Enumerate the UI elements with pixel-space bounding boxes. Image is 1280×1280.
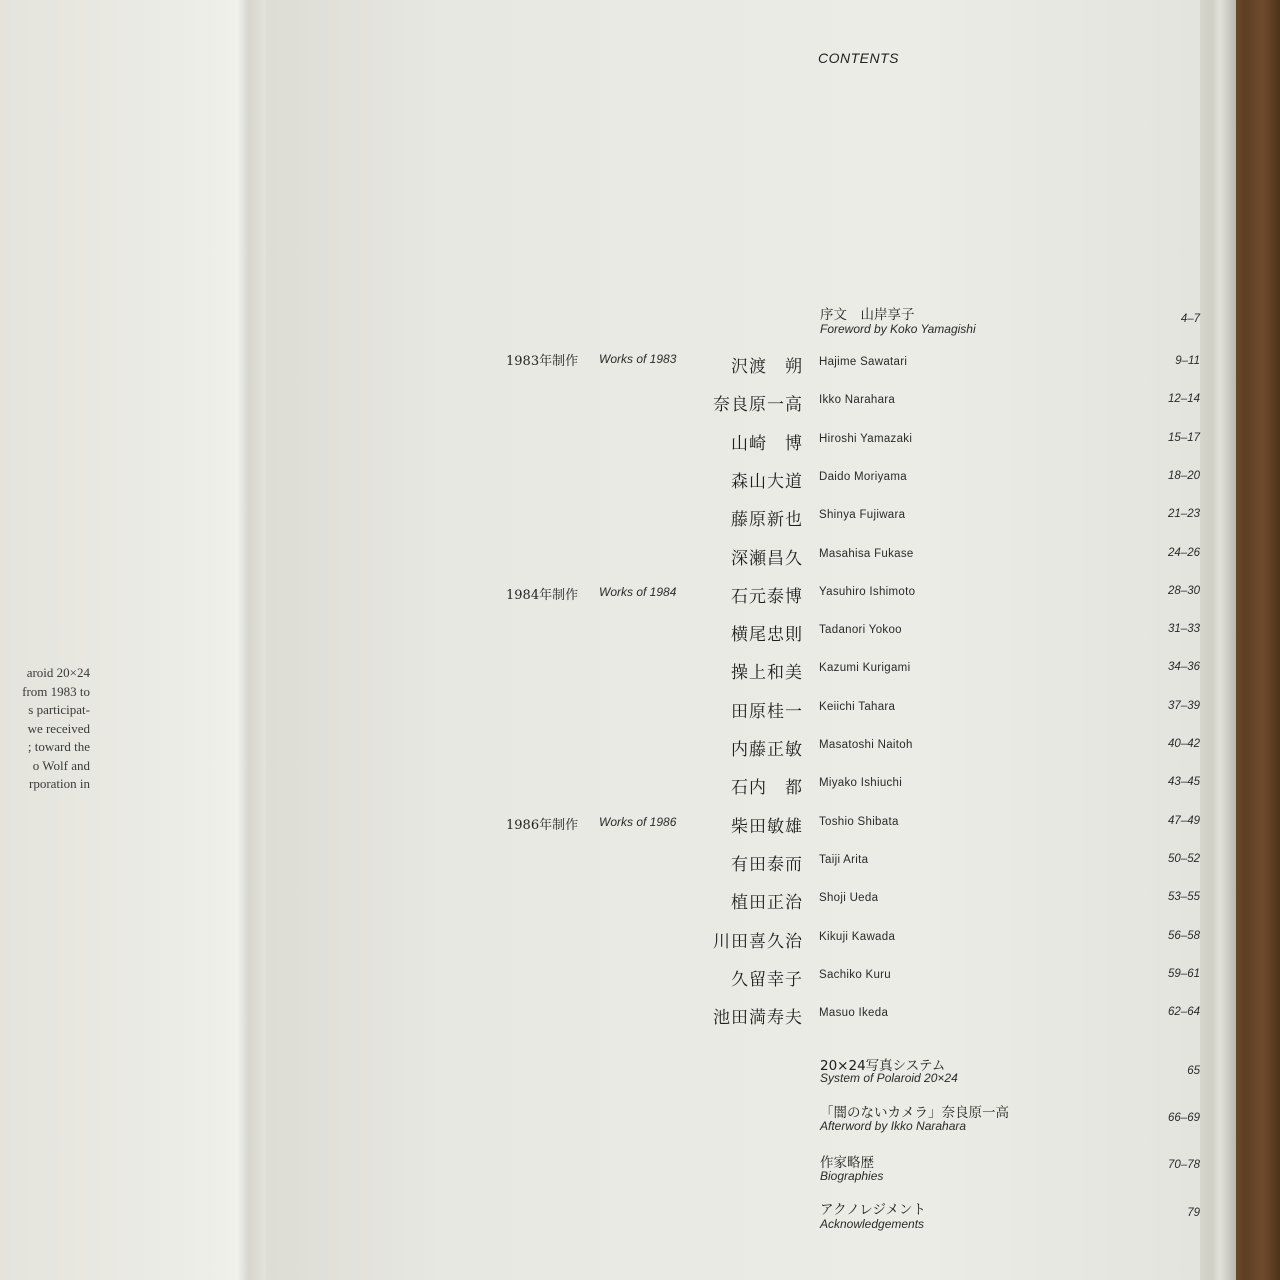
appendix-pages: 65 [1187, 1065, 1200, 1077]
left-page-line: from 1983 to [22, 683, 90, 699]
photographer-name-jp: 有田泰而 [731, 855, 803, 875]
entry-pages: 28–30 [1168, 585, 1200, 597]
foreword-pages: 4–7 [1180, 313, 1200, 325]
contents-heading: CONTENTS [818, 50, 899, 66]
left-page-line: rporation in [28, 776, 90, 791]
photographer-name-en: Sachiko Kuru [819, 969, 891, 981]
right-page [256, 0, 1200, 1280]
foreword-title-en: Foreword by Koko Yamagishi [820, 322, 976, 336]
photographer-name-jp: 深瀬昌久 [731, 549, 803, 569]
photographer-name-jp: 石内 都 [731, 778, 803, 798]
photographer-name-jp: 藤原新也 [731, 510, 803, 530]
photographer-name-jp: 山崎 博 [731, 434, 803, 454]
appendix-title-en: Acknowledgements [820, 1217, 925, 1231]
entry-pages: 24–26 [1168, 547, 1200, 559]
section-label-en: Works of 1986 [599, 815, 677, 829]
photographer-name-jp: 田原桂一 [731, 702, 803, 722]
entry-pages: 15–17 [1168, 432, 1200, 444]
entry-pages: 59–61 [1168, 968, 1200, 980]
photographer-name-en: Daido Moriyama [819, 471, 907, 483]
photographer-name-en: Ikko Narahara [819, 394, 896, 406]
photographer-name-jp: 沢渡 朔 [731, 357, 803, 377]
photographer-name-en: Toshio Shibata [819, 816, 899, 828]
entry-pages: 31–33 [1168, 623, 1200, 635]
photographer-name-jp: 久留幸子 [731, 970, 803, 990]
left-page-line: o Wolf and [32, 757, 90, 773]
photographer-name-en: Masatoshi Naitoh [819, 739, 913, 751]
entry-pages: 53–55 [1168, 891, 1200, 903]
left-page-line: ; toward the [27, 739, 90, 754]
appendix-title-jp: アクノレジメント [820, 1202, 927, 1218]
photographer-name-en: Kikuji Kawada [819, 931, 896, 943]
section-label-en: Works of 1984 [599, 585, 677, 599]
appendix-title-jp: 作家略歴 [820, 1155, 874, 1171]
left-page-line: s participat- [28, 702, 90, 717]
book-page-edges [1196, 0, 1236, 1280]
entry-pages: 56–58 [1168, 930, 1200, 942]
appendix-title-en: Afterword by Ikko Narahara [820, 1119, 967, 1133]
appendix-title-jp: 「闇のないカメラ」奈良原一高 [820, 1105, 1009, 1121]
foreword-title-jp: 序文 山岸享子 [820, 307, 915, 323]
left-page-line: we received [27, 720, 90, 736]
section-label-jp: 1984年制作 [506, 588, 579, 603]
entry-pages: 43–45 [1168, 776, 1200, 788]
photographer-name-en: Shoji Ueda [819, 892, 879, 904]
entry-pages: 21–23 [1168, 508, 1200, 520]
photographer-name-en: Masuo Ikeda [819, 1007, 889, 1019]
appendix-title-en: System of Polaroid 20×24 [820, 1071, 958, 1085]
photographer-name-en: Tadanori Yokoo [819, 624, 902, 636]
photographer-name-jp: 川田喜久治 [713, 932, 803, 952]
photographer-name-jp: 内藤正敏 [731, 740, 803, 760]
entry-pages: 37–39 [1168, 700, 1200, 712]
left-page-line: aroid 20×24 [26, 665, 90, 680]
photographer-name-jp: 横尾忠則 [731, 625, 803, 645]
photographer-name-en: Miyako Ishiuchi [819, 777, 903, 789]
book-gutter [236, 0, 266, 1280]
appendix-pages: 70–78 [1168, 1159, 1200, 1171]
photographer-name-en: Yasuhiro Ishimoto [819, 586, 916, 598]
appendix-pages: 66–69 [1168, 1112, 1200, 1124]
photographer-name-en: Masahisa Fukase [819, 548, 914, 560]
entry-pages: 9–11 [1175, 355, 1200, 367]
photographer-name-en: Kazumi Kurigami [819, 662, 911, 674]
appendix-title-jp: 20×24写真システム [820, 1058, 946, 1074]
photographer-name-jp: 柴田敏雄 [731, 817, 803, 837]
photographer-name-en: Keiichi Tahara [819, 701, 896, 713]
photographer-name-jp: 石元泰博 [731, 587, 803, 607]
appendix-pages: 79 [1187, 1207, 1200, 1219]
photographer-name-en: Shinya Fujiwara [819, 509, 906, 521]
entry-pages: 18–20 [1168, 470, 1200, 482]
entry-pages: 47–49 [1168, 815, 1200, 827]
left-page [0, 0, 250, 1280]
entry-pages: 50–52 [1168, 853, 1200, 865]
photographer-name-jp: 森山大道 [731, 472, 803, 492]
photographer-name-jp: 池田満寿夫 [713, 1008, 803, 1028]
section-label-en: Works of 1983 [599, 352, 677, 366]
appendix-title-en: Biographies [820, 1169, 884, 1183]
photographer-name-en: Taiji Arita [819, 854, 869, 866]
photographer-name-jp: 操上和美 [731, 663, 803, 683]
entry-pages: 34–36 [1168, 661, 1200, 673]
entry-pages: 62–64 [1168, 1006, 1200, 1018]
photographer-name-jp: 植田正治 [731, 893, 803, 913]
entry-pages: 12–14 [1168, 393, 1200, 405]
photographer-name-jp: 奈良原一高 [713, 395, 803, 415]
photographer-name-en: Hiroshi Yamazaki [819, 433, 913, 445]
entry-pages: 40–42 [1168, 738, 1200, 750]
section-label-jp: 1986年制作 [506, 818, 579, 833]
photographer-name-en: Hajime Sawatari [819, 356, 908, 368]
section-label-jp: 1983年制作 [506, 354, 579, 369]
left-page-text [0, 664, 90, 794]
